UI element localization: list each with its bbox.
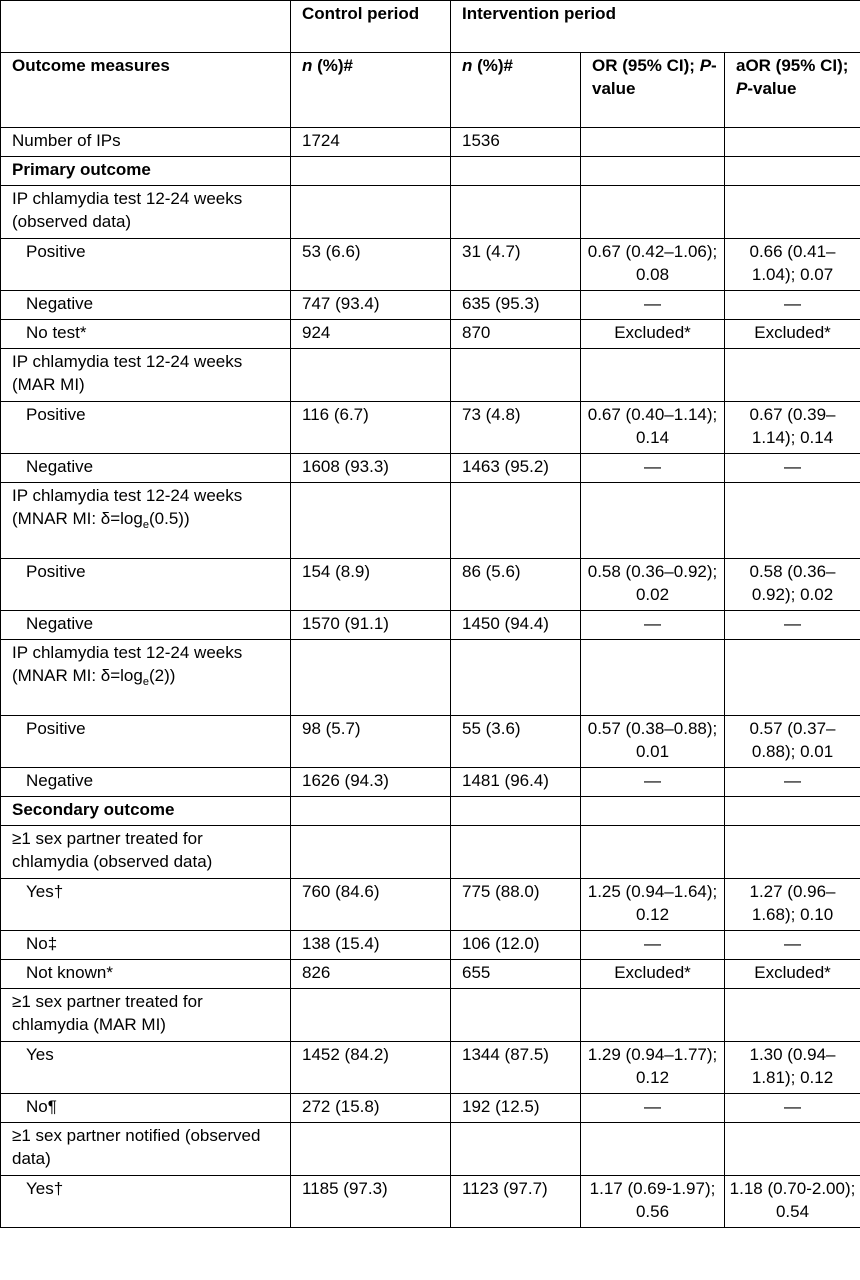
intervention-count-cell: 1481 (96.4) — [451, 768, 581, 797]
odds-ratio-cell: Excluded* — [581, 320, 725, 349]
or-prefix: OR (95% CI); — [592, 56, 700, 75]
outcome-label-cell: No¶ — [1, 1094, 291, 1123]
outcome-label-cell: Number of IPs — [1, 128, 291, 157]
control-count-cell: 154 (8.9) — [291, 559, 451, 611]
control-count-cell — [291, 349, 451, 402]
outcome-label-cell: Positive — [1, 239, 291, 291]
intervention-count-cell — [451, 1123, 581, 1176]
adjusted-odds-ratio-cell — [725, 826, 860, 879]
outcome-label-cell: Positive — [1, 559, 291, 611]
adjusted-odds-ratio-cell: Excluded* — [725, 320, 860, 349]
log-base-subscript: e — [142, 519, 149, 531]
table-row — [1, 989, 860, 1042]
adjusted-odds-ratio-cell — [725, 128, 860, 157]
outcome-label-cell: Not known* — [1, 960, 291, 989]
outcome-label-text: IP chlamydia test 12-24 weeks (MNAR MI: δ=log — [12, 486, 243, 528]
odds-ratio-cell: 0.67 (0.42–1.06); 0.08 — [581, 239, 725, 291]
table-row — [1, 1042, 860, 1094]
table-row — [1, 611, 860, 640]
intervention-n-header — [451, 53, 581, 128]
odds-ratio-cell — [581, 483, 725, 559]
intervention-count-cell — [451, 157, 581, 186]
odds-ratio-cell — [581, 826, 725, 879]
adjusted-odds-ratio-cell — [725, 483, 860, 559]
odds-ratio-cell: — — [581, 768, 725, 797]
outcome-label-cell: Negative — [1, 768, 291, 797]
outcome-label-text: IP chlamydia test 12-24 weeks (MNAR MI: δ=log — [12, 643, 243, 685]
outcome-label-cell: Yes — [1, 1042, 291, 1094]
control-count-cell — [291, 989, 451, 1042]
table-row — [1, 454, 860, 483]
adjusted-odds-ratio-cell — [725, 640, 860, 716]
intervention-count-cell: 31 (4.7) — [451, 239, 581, 291]
intervention-count-cell — [451, 826, 581, 879]
intervention-count-cell: 1344 (87.5) — [451, 1042, 581, 1094]
odds-ratio-cell: 1.17 (0.69-1.97); 0.56 — [581, 1176, 725, 1228]
table-row — [1, 349, 860, 402]
control-count-cell: 116 (6.7) — [291, 402, 451, 454]
odds-ratio-cell — [581, 157, 725, 186]
odds-ratio-cell — [581, 640, 725, 716]
adjusted-odds-ratio-cell: 0.57 (0.37–0.88); 0.01 — [725, 716, 860, 768]
p-suffix: -value — [747, 79, 797, 98]
control-count-cell — [291, 826, 451, 879]
control-count-cell — [291, 186, 451, 239]
control-count-cell: 1608 (93.3) — [291, 454, 451, 483]
control-count-cell: 747 (93.4) — [291, 291, 451, 320]
adjusted-odds-ratio-cell: — — [725, 768, 860, 797]
intervention-count-cell: 635 (95.3) — [451, 291, 581, 320]
adjusted-odds-ratio-cell: 1.27 (0.96–1.68); 0.10 — [725, 879, 860, 931]
table-row — [1, 768, 860, 797]
header-row-1 — [1, 1, 860, 53]
adjusted-odds-ratio-cell: 1.18 (0.70-2.00); 0.54 — [725, 1176, 860, 1228]
table-row — [1, 826, 860, 879]
intervention-count-cell: 192 (12.5) — [451, 1094, 581, 1123]
adjusted-odds-ratio-cell — [725, 186, 860, 239]
outcome-label-cell: Positive — [1, 716, 291, 768]
outcome-label-cell: ≥1 sex partner notified (observed data) — [1, 1123, 291, 1176]
aor-prefix: aOR (95% CI); — [736, 56, 849, 75]
table-row — [1, 483, 860, 559]
control-n-header — [291, 53, 451, 128]
outcome-label-cell: Yes† — [1, 879, 291, 931]
intervention-count-cell: 655 — [451, 960, 581, 989]
intervention-count-cell: 1536 — [451, 128, 581, 157]
outcome-measures-header: Outcome measures — [1, 53, 291, 128]
table-row — [1, 797, 860, 826]
n-symbol: n — [462, 56, 473, 75]
outcome-label-cell: Positive — [1, 402, 291, 454]
intervention-count-cell: 1450 (94.4) — [451, 611, 581, 640]
control-count-cell — [291, 797, 451, 826]
intervention-count-cell: 73 (4.8) — [451, 402, 581, 454]
intervention-count-cell: 86 (5.6) — [451, 559, 581, 611]
p-symbol: P — [699, 56, 712, 75]
intervention-count-cell — [451, 797, 581, 826]
adjusted-odds-ratio-cell — [725, 797, 860, 826]
adjusted-odds-ratio-cell: 0.66 (0.41–1.04); 0.07 — [725, 239, 860, 291]
aor-header — [725, 53, 860, 128]
control-count-cell — [291, 483, 451, 559]
table-row — [1, 157, 860, 186]
control-period-header: Control period — [291, 1, 451, 53]
control-count-cell: 826 — [291, 960, 451, 989]
adjusted-odds-ratio-cell: Excluded* — [725, 960, 860, 989]
outcome-label-cell — [1, 483, 291, 559]
control-count-cell — [291, 157, 451, 186]
control-count-cell: 1570 (91.1) — [291, 611, 451, 640]
control-count-cell: 1626 (94.3) — [291, 768, 451, 797]
outcome-label-cell: No‡ — [1, 931, 291, 960]
odds-ratio-cell: 0.57 (0.38–0.88); 0.01 — [581, 716, 725, 768]
table-body — [1, 128, 860, 1228]
log-base-subscript: e — [142, 676, 149, 688]
header-row-2 — [1, 53, 860, 128]
outcome-label-cell: ≥1 sex partner treated for chlamydia (observed data) — [1, 826, 291, 879]
odds-ratio-cell: — — [581, 931, 725, 960]
intervention-count-cell: 106 (12.0) — [451, 931, 581, 960]
n-suffix: (%)# — [312, 56, 354, 75]
intervention-count-cell: 870 — [451, 320, 581, 349]
odds-ratio-cell: — — [581, 291, 725, 320]
outcome-label-cell: Yes† — [1, 1176, 291, 1228]
odds-ratio-cell: 0.58 (0.36–0.92); 0.02 — [581, 559, 725, 611]
odds-ratio-cell — [581, 349, 725, 402]
table-row — [1, 320, 860, 349]
p-symbol: P — [736, 79, 748, 98]
control-count-cell — [291, 1123, 451, 1176]
adjusted-odds-ratio-cell: — — [725, 454, 860, 483]
intervention-count-cell: 775 (88.0) — [451, 879, 581, 931]
adjusted-odds-ratio-cell: — — [725, 1094, 860, 1123]
table-row — [1, 559, 860, 611]
table-row — [1, 960, 860, 989]
outcome-label-cell: Negative — [1, 291, 291, 320]
adjusted-odds-ratio-cell: — — [725, 611, 860, 640]
adjusted-odds-ratio-cell — [725, 157, 860, 186]
control-count-cell: 924 — [291, 320, 451, 349]
table-row — [1, 931, 860, 960]
table-row — [1, 128, 860, 157]
control-count-cell: 98 (5.7) — [291, 716, 451, 768]
intervention-count-cell — [451, 483, 581, 559]
outcome-label-cell: No test* — [1, 320, 291, 349]
intervention-count-cell — [451, 186, 581, 239]
control-count-cell — [291, 640, 451, 716]
header-blank-cell — [1, 1, 291, 53]
p-suffix: -value — [592, 56, 717, 98]
outcome-label-cell: Negative — [1, 611, 291, 640]
intervention-count-cell: 1463 (95.2) — [451, 454, 581, 483]
odds-ratio-cell: 0.67 (0.40–1.14); 0.14 — [581, 402, 725, 454]
intervention-count-cell — [451, 640, 581, 716]
odds-ratio-cell: Excluded* — [581, 960, 725, 989]
intervention-count-cell: 55 (3.6) — [451, 716, 581, 768]
outcome-label-cell: Secondary outcome — [1, 797, 291, 826]
adjusted-odds-ratio-cell: — — [725, 291, 860, 320]
outcome-label-cell: IP chlamydia test 12-24 weeks (MAR MI) — [1, 349, 291, 402]
or-header — [581, 53, 725, 128]
odds-ratio-cell: 1.29 (0.94–1.77); 0.12 — [581, 1042, 725, 1094]
control-count-cell: 1724 — [291, 128, 451, 157]
n-suffix: (%)# — [472, 56, 514, 75]
table-row — [1, 879, 860, 931]
control-count-cell: 1185 (97.3) — [291, 1176, 451, 1228]
intervention-period-header: Intervention period — [451, 1, 860, 53]
control-count-cell: 272 (15.8) — [291, 1094, 451, 1123]
table-row — [1, 1176, 860, 1228]
n-symbol: n — [302, 56, 313, 75]
outcome-label-text-end: (0.5)) — [148, 509, 190, 528]
table-row — [1, 402, 860, 454]
intervention-count-cell — [451, 349, 581, 402]
outcome-label-cell: Primary outcome — [1, 157, 291, 186]
table-row — [1, 716, 860, 768]
table-row — [1, 291, 860, 320]
outcome-label-cell — [1, 640, 291, 716]
outcome-label-cell: ≥1 sex partner treated for chlamydia (MAR MI) — [1, 989, 291, 1042]
adjusted-odds-ratio-cell: — — [725, 931, 860, 960]
control-count-cell: 53 (6.6) — [291, 239, 451, 291]
odds-ratio-cell: — — [581, 1094, 725, 1123]
odds-ratio-cell: — — [581, 454, 725, 483]
outcome-label-cell: IP chlamydia test 12-24 weeks (observed data) — [1, 186, 291, 239]
intervention-count-cell: 1123 (97.7) — [451, 1176, 581, 1228]
table-row — [1, 239, 860, 291]
intervention-count-cell — [451, 989, 581, 1042]
odds-ratio-cell: 1.25 (0.94–1.64); 0.12 — [581, 879, 725, 931]
odds-ratio-cell — [581, 1123, 725, 1176]
control-count-cell: 1452 (84.2) — [291, 1042, 451, 1094]
odds-ratio-cell — [581, 989, 725, 1042]
outcome-label-text-end: (2)) — [148, 666, 176, 685]
odds-ratio-cell — [581, 797, 725, 826]
table-row — [1, 640, 860, 716]
control-count-cell: 138 (15.4) — [291, 931, 451, 960]
table-row — [1, 186, 860, 239]
odds-ratio-cell: — — [581, 611, 725, 640]
outcome-label-cell: Negative — [1, 454, 291, 483]
control-count-cell: 760 (84.6) — [291, 879, 451, 931]
table-row — [1, 1094, 860, 1123]
adjusted-odds-ratio-cell — [725, 989, 860, 1042]
odds-ratio-cell — [581, 128, 725, 157]
odds-ratio-cell — [581, 186, 725, 239]
adjusted-odds-ratio-cell — [725, 349, 860, 402]
adjusted-odds-ratio-cell: 1.30 (0.94–1.81); 0.12 — [725, 1042, 860, 1094]
adjusted-odds-ratio-cell — [725, 1123, 860, 1176]
adjusted-odds-ratio-cell: 0.67 (0.39–1.14); 0.14 — [725, 402, 860, 454]
table-row — [1, 1123, 860, 1176]
adjusted-odds-ratio-cell: 0.58 (0.36–0.92); 0.02 — [725, 559, 860, 611]
